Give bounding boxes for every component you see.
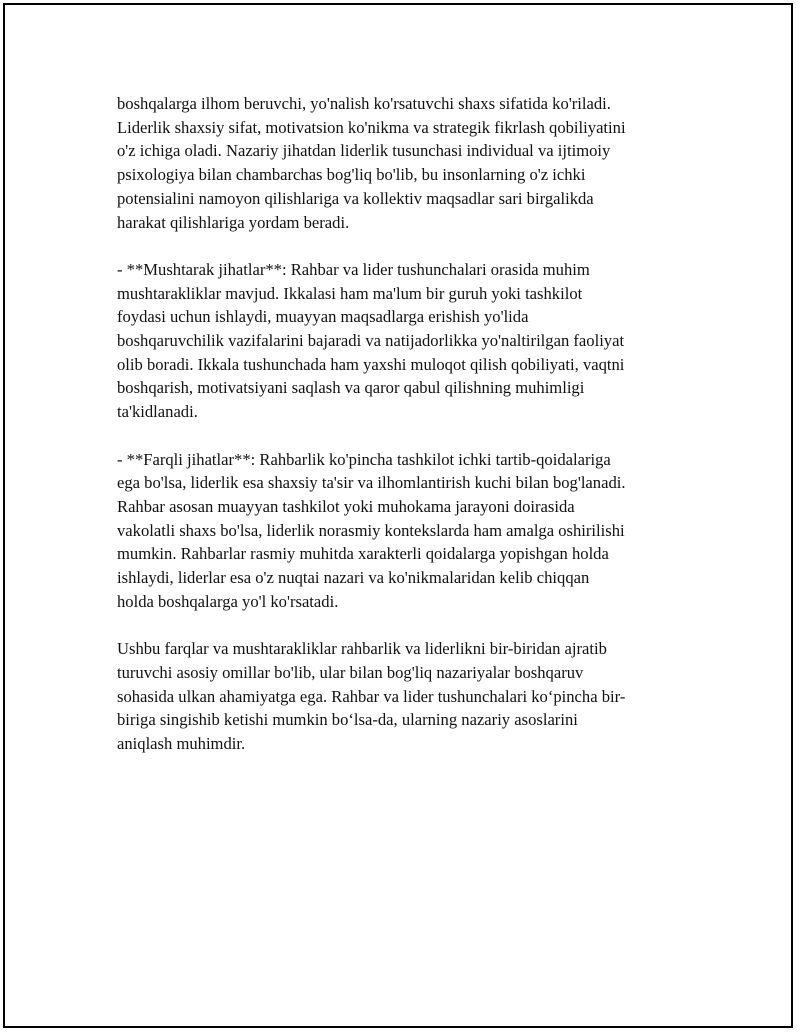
text-line: mushtarakliklar mavjud. Ikkalasi ham ma'lum bir guruh yoki tashkilot bbox=[117, 283, 583, 303]
text-line: vakolatli shaxs bo'lsa, liderlik norasmiy kontekslarda ham amalga oshirilishi bbox=[117, 520, 625, 540]
text-line: Rahbar asosan muayyan tashkilot yoki muhokama jarayoni doirasida bbox=[117, 496, 575, 516]
text-line: o'z ichiga oladi. Nazariy jihatdan liderlik tusunchasi individual va ijtimoiy bbox=[117, 141, 611, 161]
text-line: boshqalarga ilhom beruvchi, yo'nalish ko'rsatuvchi shaxs sifatida ko'riladi. bbox=[117, 94, 611, 113]
text-line: mumkin. Rahbarlar rasmiy muhitda xarakterli qoidalarga yopishgan holda bbox=[117, 544, 609, 564]
paragraph-conclusion bbox=[117, 637, 687, 756]
text-line: sohasida ulkan ahamiyatga ega. Rahbar va lider tushunchalari ko‘pincha bir- bbox=[117, 686, 626, 706]
text-line: foydasi uchun ishlaydi, muayyan maqsadlarga erishish yo'lida bbox=[117, 307, 529, 327]
text-line: Ushbu farqlar va mushtarakliklar rahbarlik va liderlikni bir-biridan ajratib bbox=[117, 639, 607, 659]
text-line: holda boshqalarga yo'l ko'rsatadi. bbox=[117, 591, 339, 611]
text-line: Liderlik shaxsiy sifat, motivatsion ko'nikma va strategik fikrlash qobiliyatini bbox=[117, 117, 626, 137]
text-line: harakat qilishlariga yordam beradi. bbox=[117, 212, 350, 232]
text-line: boshqarish, motivatsiyani saqlash va qaror qabul qilishning muhimligi bbox=[117, 378, 585, 398]
text-line: biriga singishib ketishi mumkin bo‘lsa-da, ularning nazariy asoslarini bbox=[117, 710, 578, 730]
text-line: psixologiya bilan chambarchas bog'liq bo'lib, bu insonlarning o'z ichki bbox=[117, 165, 586, 185]
text-line: ega bo'lsa, liderlik esa shaxsiy ta'sir va ilhomlantirish kuchi bilan bog'lanadi. bbox=[117, 473, 626, 493]
paragraph-differences bbox=[117, 448, 687, 614]
text-line: ta'kidlanadi. bbox=[117, 402, 198, 422]
text-line: boshqaruvchilik vazifalarini bajaradi va natijadorlikka yo'naltirilgan faoliyat bbox=[117, 331, 625, 351]
paragraph-common-aspects bbox=[117, 258, 687, 424]
text-line: aniqlash muhimdir. bbox=[117, 733, 246, 753]
text-line: olib boradi. Ikkala tushunchada ham yaxshi muloqot qilish qobiliyati, vaqtni bbox=[117, 354, 625, 374]
text-line: potensialini namoyon qilishlariga va kollektiv maqsadlar sari birgalikda bbox=[117, 188, 594, 208]
text-line: - **Farqli jihatlar**: Rahbarlik ko'pincha tashkilot ichki tartib-qoidalariga bbox=[117, 449, 611, 469]
text-line: - **Mushtarak jihatlar**: Rahbar va lider tushunchalari orasida muhim bbox=[117, 259, 590, 279]
text-line: ishlaydi, liderlar esa o'z nuqtai nazari va ko'nikmalaridan kelib chiqqan bbox=[117, 568, 590, 588]
text-line: turuvchi asosiy omillar bo'lib, ular bilan bog'liq nazariyalar boshqaruv bbox=[117, 662, 584, 682]
document-body bbox=[117, 92, 687, 779]
paragraph-leadership-definition bbox=[117, 92, 687, 234]
